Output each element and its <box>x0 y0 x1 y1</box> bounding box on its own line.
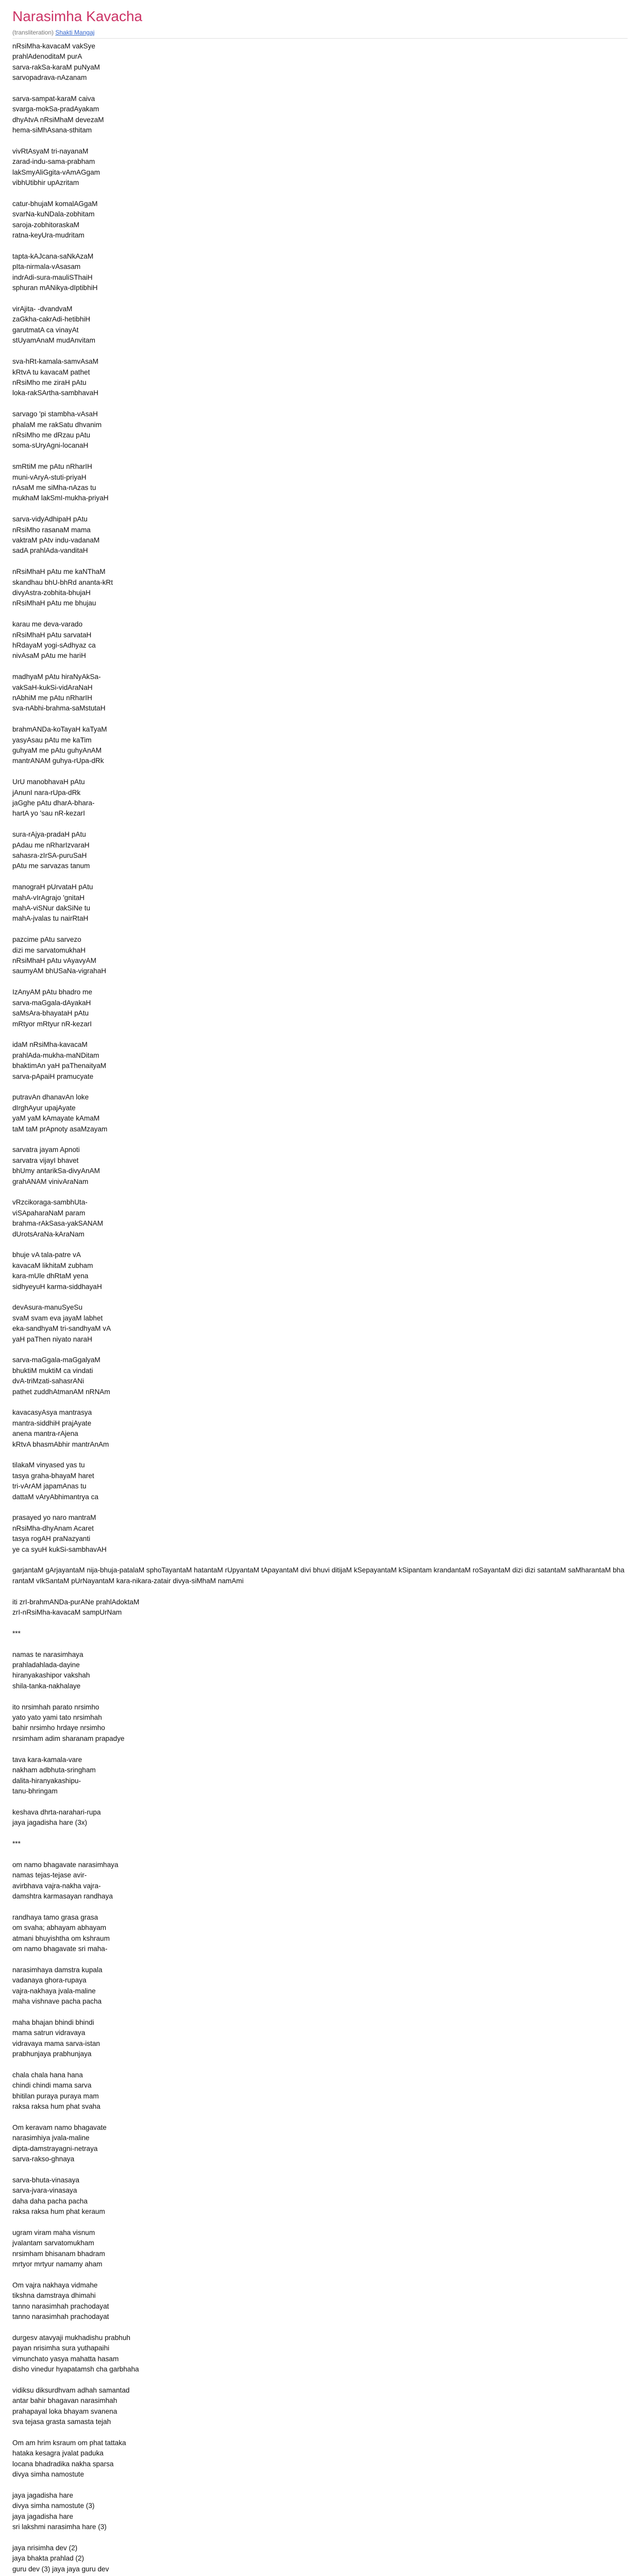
verse-line: sarvatra jayam Apnoti <box>12 1146 80 1154</box>
verse-line: zarad-indu-sama-prabham <box>12 158 95 166</box>
verse-line: raksa raksa hum phat svaha <box>12 2102 100 2110</box>
verse-line: tasya rogAH praNazyanti <box>12 1535 91 1543</box>
stanza <box>12 1860 626 1902</box>
verse-line: bhaktimAn yaH paThenaityaM <box>12 1062 107 1070</box>
stanza <box>12 1807 626 1828</box>
verse-line: saMsAra-bhayataH pAtu <box>12 1009 89 1018</box>
verse-line: dUrotsAraNa-kAraNam <box>12 1230 85 1238</box>
verse-line: dattaM vAryAbhimantrya ca <box>12 1493 98 1501</box>
verse-line: vakSaH-kukSi-vidAraNaH <box>12 683 93 691</box>
verse-line: guru dev (3) jaya jaya guru dev <box>12 2565 109 2573</box>
verse-line: viSApaharaNaM param <box>12 1209 86 1217</box>
stanza <box>12 2070 626 2112</box>
verse-line: jaya jagadisha hare <box>12 2512 73 2520</box>
verse-line: iti zrI-brahmANDa-purANe prahlAdoktaM <box>12 1598 140 1606</box>
verse-line: mrtyor mrtyur namamy aham <box>12 2260 103 2268</box>
verse-line: pathet zuddhAtmanAM nRNAm <box>12 1387 110 1396</box>
verse-line: sva-nAbhi-brahma-saMstutaH <box>12 704 106 713</box>
verse-line: sahasra-zIrSA-puruSaH <box>12 852 87 860</box>
stanza <box>12 935 626 977</box>
verse-line: sarvopadrava-nAzanam <box>12 74 87 82</box>
verse-line: ye ca syuH kukSi-sambhavAH <box>12 1545 107 1553</box>
verse-line: shila-tanka-nakhalaye <box>12 1682 81 1690</box>
verse-line: stUyamAnaM mudAnvitam <box>12 336 95 345</box>
verse-line: om namo bhagavate narasimhaya <box>12 1860 119 1869</box>
verse-line: durgesv atavyaji mukhadishu prabhuh <box>12 2333 130 2342</box>
verse-line: sarva-pApaiH pramucyate <box>12 1072 94 1080</box>
stanza <box>12 251 626 294</box>
verse-line: antar bahir bhagavan narasimhah <box>12 2397 117 2405</box>
verse-line: pazcime pAtu sarvezo <box>12 936 81 944</box>
stanza <box>12 1650 626 1692</box>
stanza <box>12 1040 626 1082</box>
verse-line: dIrghAyur upajAyate <box>12 1104 76 1112</box>
verse-line: hartA yo 'sau nR-kezarI <box>12 809 85 818</box>
verse-line: payan nrisimha sura yuthapaihi <box>12 2344 110 2352</box>
verse-line: vaktraM pAtv indu-vadanaM <box>12 536 100 544</box>
verse-line: vimunchato yasya mahatta hasam <box>12 2354 119 2363</box>
verse-line: phalaM me rakSatu dhvanim <box>12 420 102 429</box>
verse-line: *** <box>12 1629 21 1637</box>
verse-line: daha daha pacha pacha <box>12 2197 88 2205</box>
verse-line: nivAsaM pAtu me hariH <box>12 652 86 660</box>
verse-line: yato yato yami tato nrsimhah <box>12 1714 102 1722</box>
stanza <box>12 672 626 714</box>
verse-line: sarva-bhuta-vinasaya <box>12 2176 79 2184</box>
stanza <box>12 1839 626 1849</box>
stanza <box>12 567 626 609</box>
verse-line: sarva-maGgala-dAyakaH <box>12 998 91 1007</box>
verse-line: madhyaM pAtu hiraNyAkSa- <box>12 673 101 681</box>
author-link[interactable]: Shakti Mangaj <box>55 29 95 36</box>
verse-line: maha vishnave pacha pacha <box>12 1997 102 2005</box>
verse-line: nRsiMhaH pAtu me bhujau <box>12 599 96 607</box>
verse-line: nRsiMha-dhyAnam Acaret <box>12 1524 94 1532</box>
verse-line: mRtyor mRtyur nR-kezarI <box>12 1020 92 1028</box>
verse-line: ito nrsimhah parato nrsimho <box>12 1703 99 1711</box>
stanza <box>12 1460 626 1502</box>
verse-line: pAtu me sarvazas tanum <box>12 862 90 870</box>
verse-line: tapta-kAJcana-saNkAzaM <box>12 252 94 261</box>
verse-line: jaya jagadisha hare <box>12 2491 73 2499</box>
stanza <box>12 2280 626 2323</box>
verse-line: atmani bhuyishtha om kshraum <box>12 1934 110 1942</box>
verse-line: raksa raksa hum phat keraum <box>12 2208 105 2216</box>
verse-line: jaya bhakta prahlad (2) <box>12 2554 85 2563</box>
verse-line: nRsiMho me ziraH pAtu <box>12 378 87 386</box>
stanza <box>12 1702 626 1744</box>
verse-line: narasimhiya jvala-maline <box>12 2134 90 2142</box>
page-title: Narasimha Kavacha <box>12 8 143 24</box>
verse-line: sarvatra vijayI bhavet <box>12 1156 79 1164</box>
stanza <box>12 2385 626 2428</box>
verse-line: nrsimham adim sharanam prapadye <box>12 1734 125 1742</box>
verse-line: hataka kesagra jvalat paduka <box>12 2449 104 2458</box>
verse-line: tanno narasimhah prachodayat <box>12 2302 109 2310</box>
verse-line: saumyAM bhUSaNa-vigrahaH <box>12 967 107 975</box>
verse-line: vidiksu diksurdhvam adhah samantad <box>12 2386 130 2394</box>
verse-line: keshava dhrta-narahari-rupa <box>12 1808 101 1816</box>
verse-line: kara-mUle dhRtaM yena <box>12 1272 89 1280</box>
verse-line: vibhUtibhir upAzritam <box>12 179 79 187</box>
verse-line: tava kara-kamala-vare <box>12 1755 82 1764</box>
verse-line: ugram viram maha visnum <box>12 2228 95 2236</box>
verse-line: manograH pUrvataH pAtu <box>12 883 93 891</box>
verse-line: mahA-jvalas tu nairRtaH <box>12 914 89 923</box>
verse-line: tri-vArAM japamAnas tu <box>12 1482 87 1490</box>
verse-line: disho vinedur hyapatamsh cha garbhaha <box>12 2365 139 2374</box>
stanza <box>12 777 626 819</box>
verse-line: jaya jagadisha hare (3x) <box>12 1819 88 1827</box>
verse-line: garutmatA ca vinayAt <box>12 326 79 334</box>
verse-line: chindi chindi mama sarva <box>12 2081 92 2090</box>
stanza <box>12 1513 626 1555</box>
verse-line: Om keravam namo bhagavate <box>12 2123 107 2131</box>
stanza <box>12 409 626 451</box>
stanza <box>12 1565 626 1586</box>
stanza <box>12 1755 626 1797</box>
verse-line: putravAn dhanavAn loke <box>12 1093 89 1101</box>
stanza <box>12 1250 626 1292</box>
verse-line: vajra-nakhaya jvala-maline <box>12 1987 96 1995</box>
verse-line: narasimhaya damstra kupala <box>12 1965 103 1974</box>
verse-line: om svaha; abhayam abhayam <box>12 1924 107 1932</box>
stanza <box>12 2543 626 2576</box>
stanza <box>12 2333 626 2375</box>
verse-line: yaM yaM kAmayate kAmaM <box>12 1114 100 1123</box>
verse-line: svarNa-kuNDala-zobhitam <box>12 210 95 218</box>
verse-line: eka-sandhyaM tri-sandhyaM vA <box>12 1325 111 1333</box>
stanza <box>12 724 626 767</box>
verse-line: svaM svam eva jayaM labhet <box>12 1314 103 1322</box>
verse-line: lakSmyAliGgita-vAmAGgam <box>12 168 100 176</box>
verse-line: sarva-vidyAdhipaH pAtu <box>12 515 88 523</box>
stanza <box>12 2490 626 2533</box>
verse-line: hema-siMhAsana-sthitam <box>12 126 92 134</box>
verse-line: vidravaya mama sarva-istan <box>12 2039 100 2047</box>
verse-line: bhuktiM muktiM ca vindati <box>12 1366 93 1375</box>
verse-line: idaM nRsiMha-kavacaM <box>12 1041 88 1049</box>
verse-line: taM taM prApnoty asaMzayam <box>12 1125 108 1133</box>
stanza <box>12 41 626 83</box>
verse-line: tanno narasimhah prachodayat <box>12 2313 109 2321</box>
stanza <box>12 199 626 241</box>
verse-line: maha bhajan bhindi bhindi <box>12 2018 94 2026</box>
verse-line: locana bhadradika nakha sparsa <box>12 2460 114 2468</box>
verse-line: damshtra karmasayan randhaya <box>12 1892 113 1900</box>
byline-prefix: (transliteration) <box>12 29 54 36</box>
verse-line: Om vajra nakhaya vidmahe <box>12 2281 98 2289</box>
stanza <box>12 462 626 504</box>
verse-line: grahANAM vinivAraNam <box>12 1177 89 1185</box>
verse-line: bhUmy antarikSa-divyAnAM <box>12 1167 100 1175</box>
stanza <box>12 2438 626 2480</box>
verse-line: muni-vAryA-stuti-priyaH <box>12 473 87 481</box>
verse-line: mantrANAM guhya-rUpa-dRk <box>12 757 104 765</box>
verse-line: dipta-damstrayagni-netraya <box>12 2144 98 2153</box>
verse-line: nrsimham bhisanam bhadram <box>12 2249 105 2258</box>
verse-line: prahapayal loka bhayam svanena <box>12 2407 117 2415</box>
stanza <box>12 1629 626 1639</box>
stanza <box>12 304 626 346</box>
verse-line: dizi me sarvatomukhaH <box>12 946 86 954</box>
verse-line: jaya nrisimha dev (2) <box>12 2544 78 2552</box>
verse-line: guhyaM me pAtu guhyAnAM <box>12 747 102 755</box>
verse-line: om namo bhagavate sri maha- <box>12 1944 108 1953</box>
verse-line: prahlAda-mukha-maNDitam <box>12 1051 99 1059</box>
verse-line: dvA-triMzati-sahasrANi <box>12 1377 84 1385</box>
verse-line: bhuje vA tala-patre vA <box>12 1251 81 1259</box>
verse-line: Om am hrim ksraum om phat tattaka <box>12 2438 126 2447</box>
verse-line: dalita-hiranyakashipu- <box>12 1776 81 1785</box>
verse-line: sri lakshmi narasimha hare (3) <box>12 2523 107 2531</box>
verse-line: yasyAsau pAtu me kaTim <box>12 736 92 744</box>
stanza <box>12 882 626 924</box>
verse-line: sidhyeyuH karma-siddhayaH <box>12 1282 102 1291</box>
verse-line: vadanaya ghora-rupaya <box>12 1976 87 1985</box>
verse-line: IzAnyAM pAtu bhadro me <box>12 988 92 996</box>
verse-line: mahA-viSNur dakSiNe tu <box>12 904 91 912</box>
verse-line: pIta-nirmala-vAsasam <box>12 263 81 271</box>
verse-line: sva tejasa grasta samasta tejah <box>12 2418 111 2426</box>
stanza <box>12 2123 626 2165</box>
stanza <box>12 2018 626 2060</box>
verse-line: randhaya tamo grasa grasa <box>12 1913 98 1921</box>
verse-line: soma-sUryAgni-locanaH <box>12 442 89 450</box>
verse-line: avirbhava vajra-nakha vajra- <box>12 1882 101 1890</box>
verse-line: divya simha namostute (3) <box>12 2502 95 2510</box>
verse-line: ratna-keyUra-mudritam <box>12 231 85 240</box>
verse-line: nakham adbhuta-sringham <box>12 1766 96 1774</box>
verse-line: nAbhiM me pAtu nRharIH <box>12 694 92 702</box>
stanza <box>12 619 626 662</box>
verse-line: zrI-nRsiMha-kavacaM sampUrNam <box>12 1608 122 1617</box>
verse-line: zaGkha-cakrAdi-hetibhiH <box>12 315 91 324</box>
verse-line: tanu-bhringam <box>12 1787 58 1795</box>
verse-line: catur-bhujaM komalAGgaM <box>12 200 98 208</box>
verse-line: sva-hRt-kamala-samvAsaM <box>12 358 98 366</box>
verse-line: skandhau bhU-bhRd ananta-kRt <box>12 578 113 586</box>
verse-line: sarva-rakSa-karaM puNyaM <box>12 63 100 71</box>
verse-line: smRtiM me pAtu nRharIH <box>12 463 92 471</box>
verse-line: karau me deva-varado <box>12 620 83 629</box>
verse-line: virAjita- -dvandvaM <box>12 305 73 313</box>
verse-line: bhitilan puraya puraya mam <box>12 2092 99 2100</box>
verse-line: sarva-jvara-vinasaya <box>12 2187 77 2195</box>
verse-line: tikshna damstraya dhimahi <box>12 2292 96 2300</box>
verse-line: nRsiMho me dRzau pAtu <box>12 431 91 439</box>
verse-line: divya simha namostute <box>12 2470 85 2479</box>
verse-line: sura-rAjya-pradaH pAtu <box>12 831 86 839</box>
verse-line: namas te narasimhaya <box>12 1650 83 1658</box>
verse-line: divyAstra-zobhita-bhujaH <box>12 588 91 597</box>
lyrics-text <box>12 41 626 2576</box>
verse-line: prahladahlada-dayine <box>12 1661 80 1669</box>
verse-line: kavacasyAsya mantrasya <box>12 1409 92 1417</box>
verse-line: kRtvA bhasmAbhir mantrAnAm <box>12 1440 109 1448</box>
verse-line: prahlAdenoditaM purA <box>12 53 82 61</box>
verse-line: brahma-rAkSasa-yakSANAM <box>12 1219 104 1228</box>
verse-line: kRtvA tu kavacaM pathet <box>12 368 90 376</box>
stanza <box>12 94 626 136</box>
verse-line: tilakaM vinyased yas tu <box>12 1461 85 1469</box>
verse-line: sarvago 'pi stambha-vAsaH <box>12 410 98 418</box>
verse-line: mukhaM lakSmI-mukha-priyaH <box>12 494 109 502</box>
verse-line: kavacaM likhitaM zubham <box>12 1261 93 1269</box>
verse-line: pAdau me nRharIzvaraH <box>12 841 90 849</box>
verse-line: mantra-siddhiH prajAyate <box>12 1419 92 1427</box>
verse-line: nRsiMha-kavacaM vakSye <box>12 42 95 50</box>
verse-line: sarva-raksо-ghnaya <box>12 2155 75 2163</box>
verse-line: nRsiMhaH pAtu sarvataH <box>12 631 92 639</box>
title-divider <box>12 38 628 39</box>
verse-line: prabhunjaya prabhunjaya <box>12 2049 92 2058</box>
stanza <box>12 987 626 1029</box>
stanza <box>12 1092 626 1134</box>
verse-line: yaH paThen niyato naraH <box>12 1335 92 1343</box>
verse-line: UrU manobhavaH pAtu <box>12 778 85 786</box>
verse-line: jaGghe pAtu dharA-bhara- <box>12 799 95 807</box>
stanza <box>12 1355 626 1397</box>
verse-line: nRsiMhaH pAtu me kaNThaM <box>12 568 106 576</box>
verse-line: brahmANDa-koTayaH kaTyaM <box>12 725 107 734</box>
verse-line: namas tejas-tejase avir- <box>12 1871 87 1879</box>
verse-line: mahA-vIrAgrajo 'gnitaH <box>12 893 85 902</box>
stanza <box>12 2228 626 2270</box>
verse-line: vivRtAsyaM tri-nayanaM <box>12 147 89 156</box>
stanza <box>12 357 626 399</box>
verse-line: sarva-sampat-karaM caiva <box>12 95 95 103</box>
stanza <box>12 1597 626 1618</box>
stanza <box>12 1145 626 1187</box>
stanza <box>12 2175 626 2217</box>
stanza <box>12 1965 626 2007</box>
verse-line: svarga-mokSa-pradAyakam <box>12 105 99 113</box>
verse-line: dhyAtvA nRsiMhaM devezaM <box>12 115 104 124</box>
stanza <box>12 1408 626 1450</box>
byline <box>12 29 94 36</box>
verse-line: jAnunI nara-rUpa-dRk <box>12 788 81 796</box>
verse-line: nRsiMhaH pAtu vAyavyAM <box>12 957 96 965</box>
stanza <box>12 1302 626 1345</box>
verse-line: nAsaM me siMha-nAzas tu <box>12 483 96 492</box>
verse-line: chala chala hana hana <box>12 2071 83 2079</box>
stanza <box>12 514 626 556</box>
verse-line: prasayed yo naro mantraM <box>12 1514 96 1522</box>
verse-line: loka-rakSArtha-sambhavaH <box>12 389 98 397</box>
verse-line: hiranyakashipor vakshah <box>12 1671 90 1680</box>
verse-line: sphuran mANikya-dIptibhiH <box>12 284 98 292</box>
verse-line: *** <box>12 1839 21 1848</box>
verse-line: vRzcikoraga-sambhUta- <box>12 1198 88 1207</box>
verse-line: hRdayaM yogi-sAdhyaz ca <box>12 641 96 649</box>
verse-line: sarva-maGgala-maGgalyaM <box>12 1356 100 1364</box>
verse-line: mama satrun vidravaya <box>12 2029 86 2037</box>
verse-line: jvalantam sarvatomukham <box>12 2239 94 2247</box>
stanza <box>12 1912 626 1955</box>
verse-line: sadA prahlAda-vanditaH <box>12 547 88 555</box>
verse-line: indrAdi-sura-mauliSThaiH <box>12 273 93 281</box>
stanza <box>12 1197 626 1240</box>
verse-line: bahir nrsimho hrdaye nrsimho <box>12 1724 105 1732</box>
stanza <box>12 829 626 872</box>
verse-line: tasya graha-bhayaM haret <box>12 1471 94 1480</box>
verse-line: saroja-zobhitoraskaM <box>12 221 79 229</box>
verse-line: garjantaM gArjayantaM nija-bhuja-patalaM sphoTayantaM hatantaM rUpyantaM tApayantaM divi bhuvi ditijaM kSepayantaM kSipantam krandantaM roSayantaM dizi dizi satantaM saMharantaM bharantaM vIkSantaM pUrNayantaM kara-nikara-zatair divya-siMhaM namAmi <box>12 1566 625 1585</box>
verse-line: anena mantra-rAjena <box>12 1430 78 1438</box>
verse-line: nRsiMho rasanaM mama <box>12 526 91 534</box>
verse-line: devAsura-manuSyeSu <box>12 1303 83 1312</box>
stanza <box>12 146 626 189</box>
